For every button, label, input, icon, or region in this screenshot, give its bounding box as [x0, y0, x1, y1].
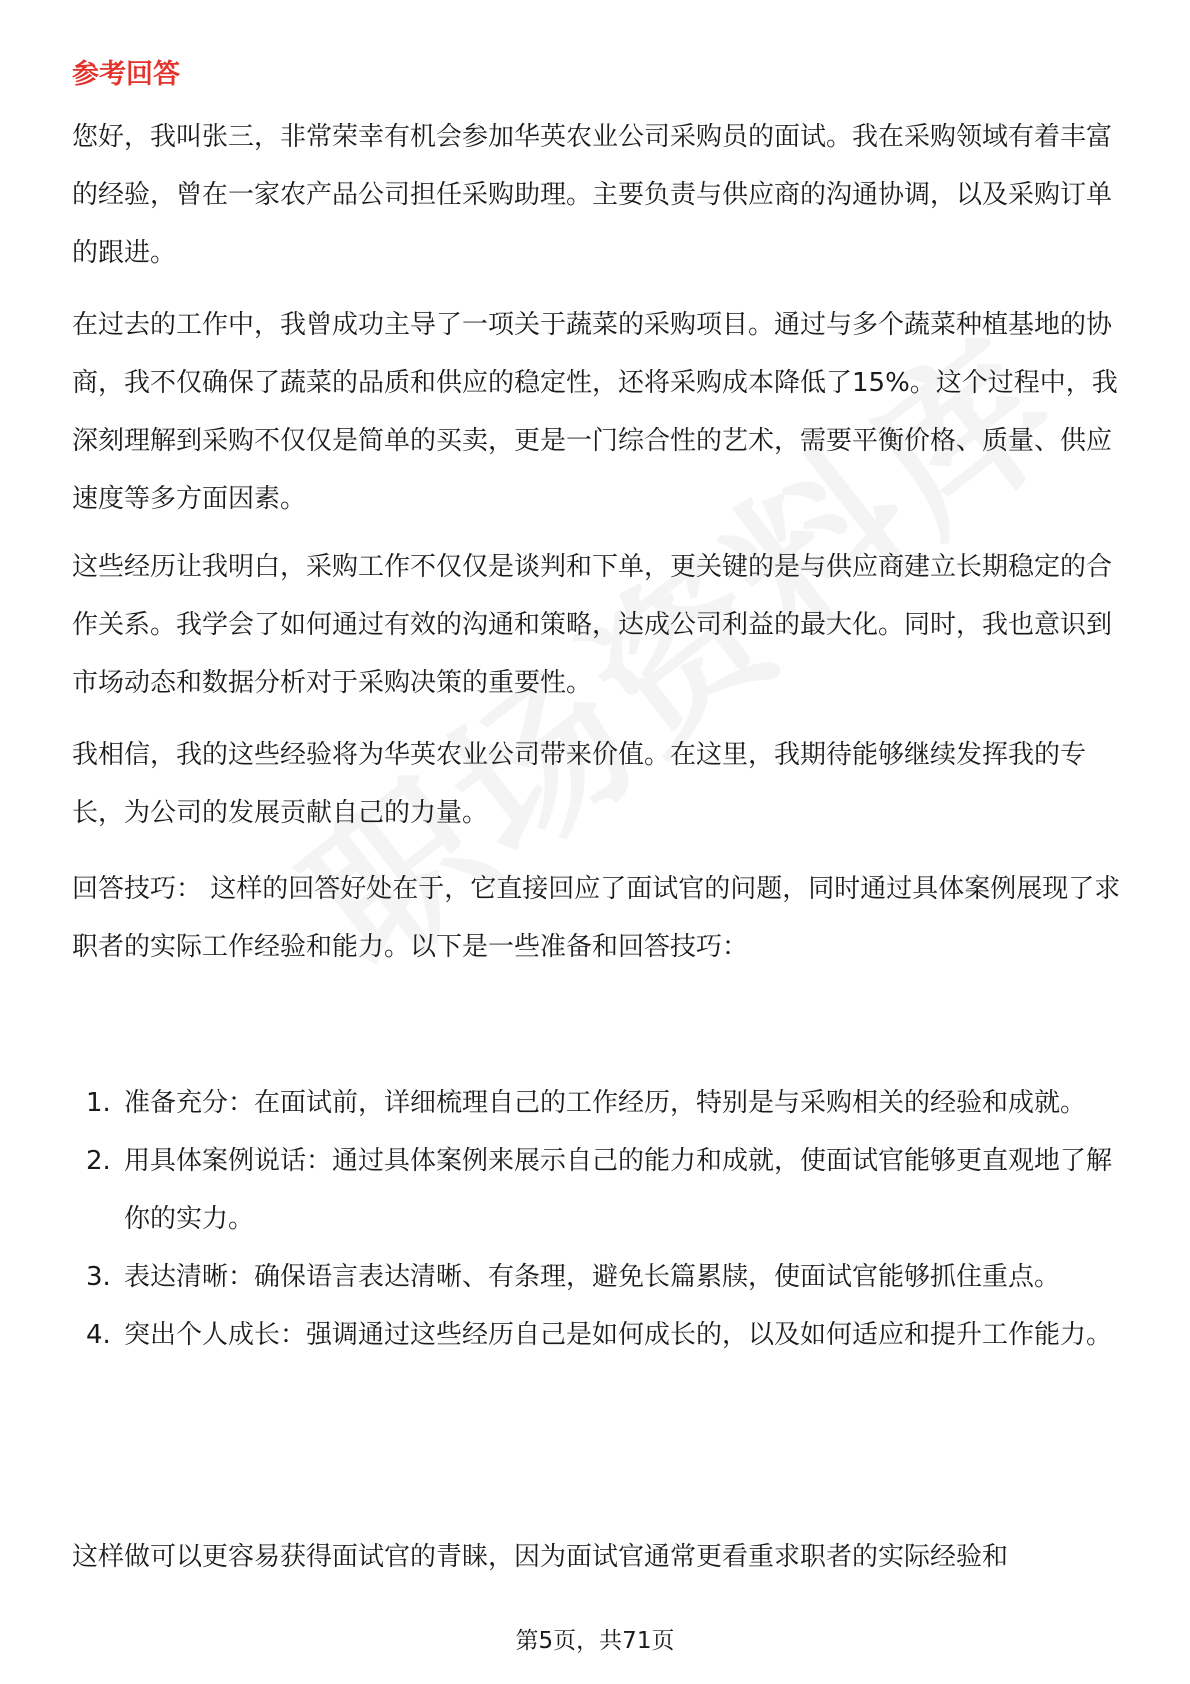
- list-item-text: 表达清晰：确保语言表达清晰、有条理，避免长篇累牍，使面试官能够抓住重点。: [124, 1262, 1061, 1292]
- paragraph-belief: 我相信，我的这些经验将为华英农业公司带来价值。在这里，我期待能够继续发挥我的专长，为公司的发展贡献自己的力量。: [72, 740, 1087, 828]
- paragraph-intro: 您好，我叫张三，非常荣幸有机会参加华英农业公司采购员的面试。我在采购领域有着丰富的经验，曾在一家农产品公司担任采购助理。主要负责与供应商的沟通协调，以及采购订单的跟进。: [72, 122, 1113, 268]
- paragraph-closing: 这样做可以更容易获得面试官的青睐，因为面试官通常更看重求职者的实际经验和: [72, 1542, 1009, 1572]
- list-item: [72, 1132, 1122, 1248]
- list-item-number: 4.: [86, 1320, 111, 1350]
- list-item: [72, 1306, 1122, 1364]
- tips-list: [72, 1074, 1122, 1364]
- paragraph-experience: 在过去的工作中，我曾成功主导了一项关于蔬菜的采购项目。通过与多个蔬菜种植基地的协商，我不仅确保了蔬菜的品质和供应的稳定性，还将采购成本降低了15%。这个过程中，我深刻理解到采购不仅仅是简单的买卖，更是一门综合性的艺术，需要平衡价格、质量、供应速度等多方面因素。: [72, 310, 1118, 514]
- list-item-text: 准备充分：在面试前，详细梳理自己的工作经历，特别是与采购相关的经验和成就。: [124, 1088, 1087, 1118]
- list-item: [72, 1248, 1122, 1306]
- list-item-text: 突出个人成长：强调通过这些经历自己是如何成长的，以及如何适应和提升工作能力。: [124, 1320, 1113, 1350]
- page-heading: 参考回答: [72, 59, 180, 90]
- paragraph-tips-intro: 回答技巧： 这样的回答好处在于，它直接回应了面试官的问题，同时通过具体案例展现了求职者的实际工作经验和能力。以下是一些准备和回答技巧：: [72, 874, 1121, 962]
- list-item-number: 2.: [86, 1146, 111, 1176]
- list-item-text: 用具体案例说话：通过具体案例来展示自己的能力和成就，使面试官能够更直观地了解你的实力。: [124, 1146, 1113, 1234]
- list-item-number: 1.: [86, 1088, 111, 1118]
- paragraph-lessons: 这些经历让我明白，采购工作不仅仅是谈判和下单，更关键的是与供应商建立长期稳定的合作关系。我学会了如何通过有效的沟通和策略，达成公司利益的最大化。同时，我也意识到市场动态和数据分析对于采购决策的重要性。: [72, 552, 1113, 698]
- page-footer: 第5页，共71页: [515, 1628, 675, 1654]
- list-item-number: 3.: [86, 1262, 111, 1292]
- list-item: [72, 1074, 1122, 1132]
